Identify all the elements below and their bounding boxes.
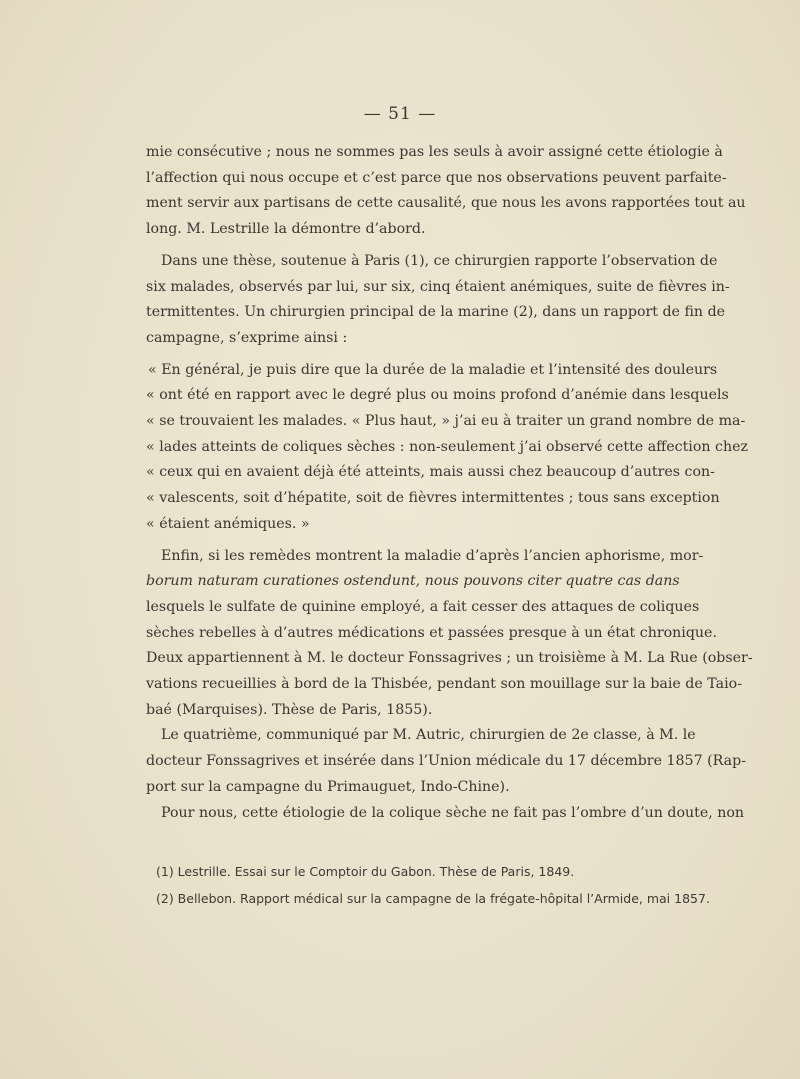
text-line: campagne, s’exprime ainsi : [146, 329, 348, 346]
quote-line: « se trouvaient les malades. « Plus haut, » j’ai eu à traiter un grand nombre de ma- [146, 413, 746, 430]
text-line: vations recueillies à bord de la Thisbée, pendant son mouillage sur la baie de Taio- [146, 676, 742, 693]
text-line: docteur Fonssagrives et insérée dans l’Union médicale du 17 décembre 1857 (Rap- [146, 753, 746, 770]
quote-line: « valescents, soit d’hépatite, soit de fièvres intermittentes ; tous sans exception [146, 490, 720, 507]
quote-line: « En général, je puis dire que la durée de la maladie et l’intensité des douleurs [148, 361, 718, 378]
text-line: six malades, observés par lui, sur six, cinq étaient anémiques, suite de fièvres in- [146, 278, 730, 295]
text-line: termittentes. Un chirurgien principal de la marine (2), dans un rapport de fin de [146, 304, 726, 321]
text-line: sèches rebelles à d’autres médications et passées presque à un état chronique. [146, 624, 717, 641]
quote-line: « étaient anémiques. » [146, 515, 310, 532]
text-line: baé (Marquises). Thèse de Paris, 1855). [146, 701, 433, 718]
text-line: lesquels le sulfate de quinine employé, a fait cesser des attaques de coliques [146, 598, 700, 615]
text-line: Enfin, si les remèdes montrent la maladie d’après l’ancien aphorisme, mor- [161, 547, 704, 564]
quote-line: « lades atteints de coliques sèches : non-seulement j’ai observé cette affection chez [146, 438, 748, 455]
text-line: Deux appartiennent à M. le docteur Fonssagrives ; un troisième à M. La Rue (obser- [146, 650, 753, 667]
text-line: Le quatrième, communiqué par M. Autric, chirurgien de 2e classe, à M. le [161, 727, 696, 744]
text-line: l’affection qui nous occupe et c’est parce que nos observations peuvent parfaite- [146, 169, 727, 186]
body-text [146, 140, 753, 826]
text-line: borum naturam curationes ostendunt, nous pouvons citer quatre cas dans [146, 573, 680, 590]
text-line: Pour nous, cette étiologie de la colique sèche ne fait pas l’ombre d’un doute, non [161, 804, 745, 821]
footnote: (1) Lestrille. Essai sur le Comptoir du Gabon. Thèse de Paris, 1849. [156, 864, 575, 879]
page-number: — 51 — [363, 104, 437, 124]
footnotes [156, 858, 710, 912]
text-line: Dans une thèse, soutenue à Paris (1), ce chirurgien rapporte l’observation de [161, 252, 718, 269]
text-line: mie consécutive ; nous ne sommes pas les seuls à avoir assigné cette étiologie à [146, 144, 723, 160]
footnote: (2) Bellebon. Rapport médical sur la campagne de la frégate-hôpital l’Armide, mai 1857. [156, 891, 710, 906]
text-line: port sur la campagne du Primauguet, Indo-Chine). [146, 778, 510, 795]
text-line: long. M. Lestrille la démontre d’abord. [146, 221, 426, 238]
text-line: ment servir aux partisans de cette causalité, que nous les avons rapportées tout au [146, 195, 746, 212]
quote-line: « ceux qui en avaient déjà été atteints, mais aussi chez beaucoup d’autres con- [146, 464, 715, 481]
quote-line: « ont été en rapport avec le degré plus ou moins profond d’anémie dans lesquels [146, 387, 729, 404]
